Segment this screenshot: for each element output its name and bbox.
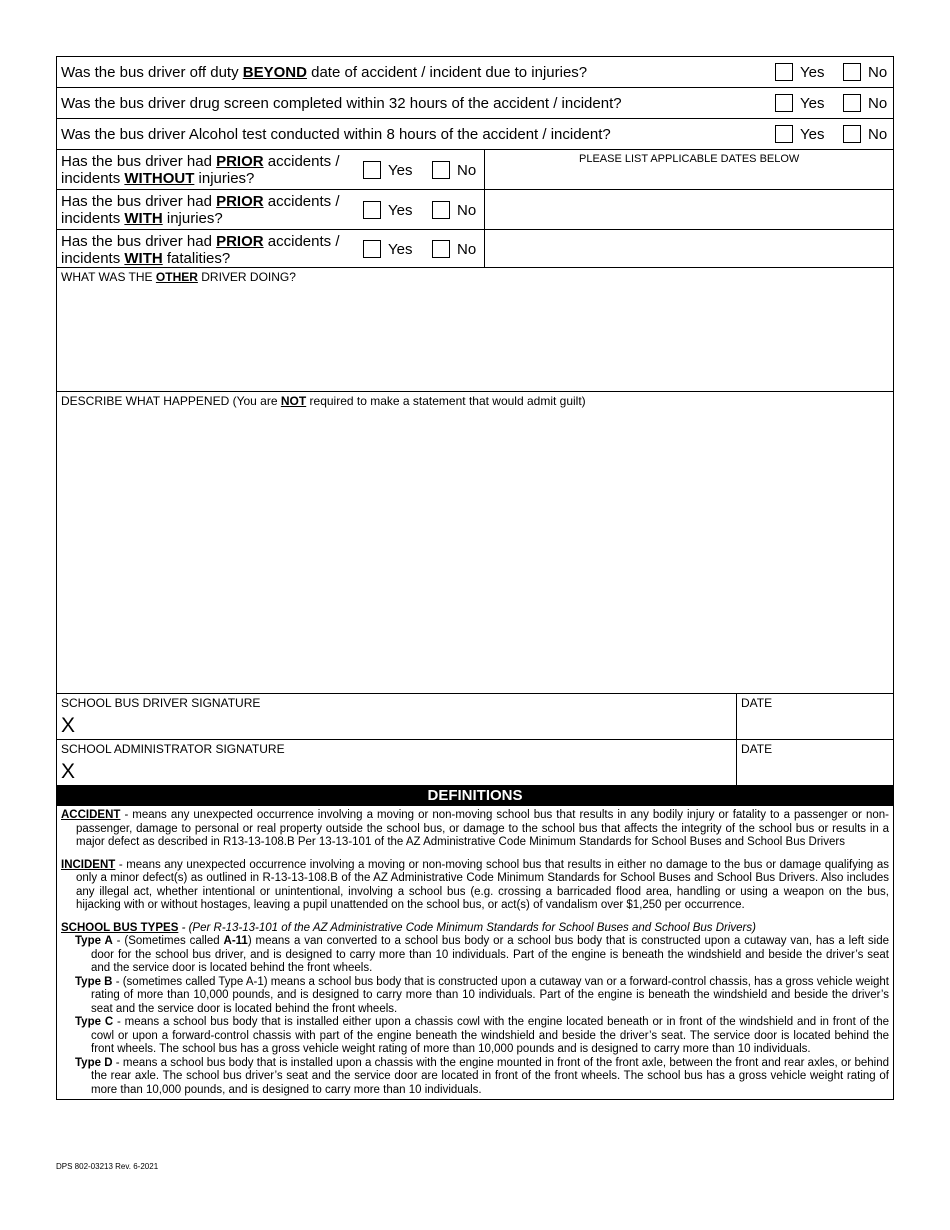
prior-row: [57, 230, 893, 268]
accident-definition: ACCIDENT - means any unexpected occurrence involving a moving or non-moving school bus that results in any bodily injury or fatality to a passenger or non-passenger, damage to personal or real property outside the school bus, or damage to the school bus that affects the integrity of the school bus or results in a major defect as described in R13-13-108.B Per 13-13-101 of the AZ Administrative Code Minimum Standards for School Buses and School Bus Drivers: [61, 809, 889, 848]
signature-row: [57, 740, 893, 786]
date-label: DATE: [741, 696, 773, 710]
no-checkbox[interactable]: [432, 201, 450, 219]
question-text: Was the bus driver drug screen completed within 32 hours of the accident / incident?: [61, 95, 622, 112]
prior-question-cell: [57, 230, 485, 267]
prior-question-cell: [57, 190, 485, 229]
no-label: No: [457, 241, 477, 258]
yes-checkbox[interactable]: [775, 125, 793, 143]
prior-question-cell: [57, 150, 485, 189]
prior-row: [57, 190, 893, 230]
prior-question-text: Has the bus driver had PRIOR accidents / incidents WITH injuries?: [61, 193, 340, 227]
driver-signature-field[interactable]: [57, 694, 737, 739]
yes-checkbox[interactable]: [775, 63, 793, 81]
report-form: [56, 56, 894, 1100]
no-label: No: [868, 64, 888, 81]
dates-field[interactable]: [487, 230, 893, 267]
signature-label: SCHOOL BUS DRIVER SIGNATURE: [61, 696, 261, 710]
no-checkbox[interactable]: [432, 161, 450, 179]
definitions-body: [57, 806, 893, 1099]
yes-checkbox[interactable]: [363, 161, 381, 179]
no-label: No: [868, 95, 888, 112]
describe-label: DESCRIBE WHAT HAPPENED (You are NOT required to make a statement that would admit guilt): [61, 394, 586, 408]
type-a-definition: Type A - (Sometimes called A-11) means a van converted to a school bus body or a school bus body that is constructed upon a cutaway van, has a left side door for the school bus driver, and is designed to carry more than 10 individuals. Part of the engine is beneath the windshield and beside the driver’s seat and the service door is located behind the front wheels.: [75, 935, 889, 974]
yes-checkbox[interactable]: [363, 201, 381, 219]
signature-x-mark: X: [61, 760, 76, 783]
dates-field[interactable]: [487, 190, 893, 229]
yes-label: Yes: [800, 95, 825, 112]
signature-label: SCHOOL ADMINISTRATOR SIGNATURE: [61, 742, 285, 756]
yes-label: Yes: [388, 162, 413, 179]
other-driver-label: WHAT WAS THE OTHER DRIVER DOING?: [61, 270, 296, 284]
question-row: [57, 88, 893, 119]
signature-row: [57, 694, 893, 740]
yes-label: Yes: [388, 241, 413, 258]
dates-note: PLEASE LIST APPLICABLE DATES BELOW: [579, 153, 800, 165]
incident-definition: INCIDENT - means any unexpected occurrence involving a moving or non-moving school bus that results in either no damage to the bus or damage qualifying as only a minor defect(s) as outlined in R-13-13-108.B of the AZ Administrative Code Minimum Standards for School Buses and School Bus Drivers. Also includes any illegal act, whether intentional or unintentional, involving a school bus (e.g. crossing a barricaded flood area, handling or using a weapon on the bus, hijacking with or without hostages, leaving a pupil unattended on the school bus, or act(s) of vandalism over $1,250 per occurrence.: [61, 858, 889, 911]
yes-label: Yes: [388, 202, 413, 219]
describe-field[interactable]: [57, 392, 893, 694]
no-label: No: [457, 202, 477, 219]
question-text: Was the bus driver off duty BEYOND date of accident / incident due to injuries?: [61, 64, 588, 81]
bus-types-heading: SCHOOL BUS TYPES - (Per R-13-13-101 of the AZ Administrative Code Minimum Standards for School Buses and School Bus Drivers): [61, 921, 756, 934]
yes-label: Yes: [800, 64, 825, 81]
prior-question-text: Has the bus driver had PRIOR accidents / incidents WITHOUT injuries?: [61, 153, 340, 187]
type-b-definition: Type B - (sometimes called Type A-1) means a school bus body that is constructed upon a cutaway van or a forward-control chassis, has a gross vehicle weight rating of more than 10,000 pounds, and is designed to carry more than 10 individuals. Part of the engine is beneath the windshield and beside the driver’s seat and the service door is located behind the front wheels.: [75, 975, 889, 1015]
signature-x-mark: X: [61, 714, 76, 737]
administrator-signature-field[interactable]: [57, 740, 737, 785]
date-label: DATE: [741, 742, 773, 756]
no-checkbox[interactable]: [432, 240, 450, 258]
no-label: No: [457, 162, 477, 179]
other-driver-field[interactable]: [57, 268, 893, 392]
no-checkbox[interactable]: [843, 125, 861, 143]
definitions-header: DEFINITIONS: [57, 786, 893, 806]
type-c-definition: Type C - means a school bus body that is installed either upon a chassis cowl with the engine located beneath or in front of the windshield and in front of the cowl or upon a forward-control chassis with part of the engine beneath the windshield and beside the driver’s seat. The service door is located behind the front wheels. The school bus has a gross vehicle weight rating of more than 10,000 pounds and is designed to carry more than 10 individuals.: [75, 1016, 889, 1055]
question-row: [57, 57, 893, 88]
type-d-definition: Type D - means a school bus body that is installed upon a chassis with the engine mounted in front of the front axle, between the front and rear axles, or behind the rear axle. The school bus driver’s seat and the service door are located in front of the front wheels. The school bus has a gross vehicle weight rating of more than 10,000 pounds, and is designed to carry more than 10 individuals.: [75, 1056, 889, 1096]
form-number-footer: DPS 802-03213 Rev. 6-2021: [56, 1162, 159, 1171]
no-label: No: [868, 126, 888, 143]
yes-label: Yes: [800, 126, 825, 143]
yes-checkbox[interactable]: [775, 94, 793, 112]
no-checkbox[interactable]: [843, 63, 861, 81]
prior-row: [57, 150, 893, 190]
no-checkbox[interactable]: [843, 94, 861, 112]
question-text: Was the bus driver Alcohol test conducted within 8 hours of the accident / incident?: [61, 126, 611, 143]
prior-question-text: Has the bus driver had PRIOR accidents / incidents WITH fatalities?: [61, 233, 340, 267]
question-row: [57, 119, 893, 150]
yes-checkbox[interactable]: [363, 240, 381, 258]
